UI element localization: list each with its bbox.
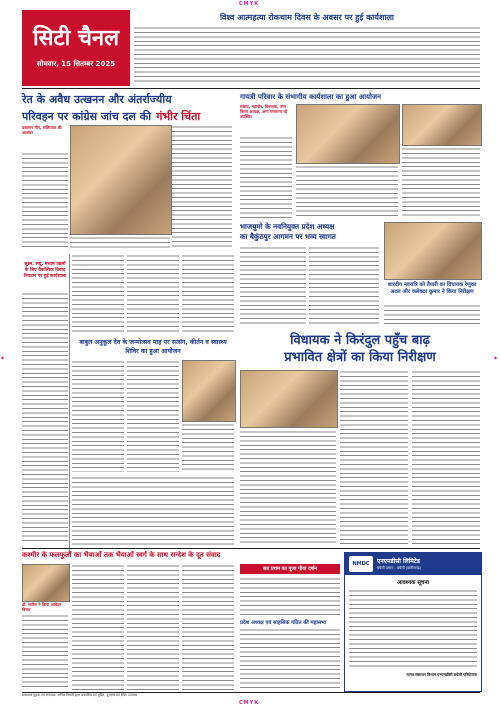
bhajpa-col1-body (240, 246, 306, 326)
mid-bottom-body2 (240, 628, 340, 690)
nmdc-logo: NMDC (349, 556, 373, 572)
vidhayak-headline (240, 332, 480, 366)
lead-cont-col2 (127, 254, 179, 334)
rule-top (22, 88, 480, 89)
masthead-title: सिटी चैनल (32, 26, 120, 51)
lead-col3-body (172, 125, 232, 250)
gayatri-headline: गायत्री परिवार के संभागीय कार्यशाला का हुआ आयोजन (240, 93, 381, 101)
babul-headline: बाबुल अनुकूल देव के जन्मोत्सव माह पर सत्संग, कीर्तन व स्वास्थ्य शिविर का हुआ आयोजन (79, 339, 227, 355)
lead-cont-col1 (72, 254, 124, 334)
babul-col1-body (72, 360, 124, 472)
gayatri-col2-body (296, 165, 398, 218)
lead-story-headline (22, 92, 234, 124)
lead-headline-line2: परिवहन पर कांग्रेस जांच दल की (22, 110, 152, 123)
lead-headline-emph: गंभीर चिंता (156, 110, 201, 123)
kashmir-col3-body (182, 564, 234, 690)
masthead-date: सोमवार, 15 सितम्बर 2025 (36, 60, 116, 68)
rule-bottom-section (22, 548, 480, 549)
gayatri-photo-2 (402, 104, 482, 146)
mid-bottom-subhead: प्रदेश अध्यक्ष एवं साहसिक गठित की महासभा (240, 620, 327, 626)
gayatri-col3-body (402, 147, 480, 218)
nmdc-ad-title: एनएमडीसी लिमिटेड (377, 557, 421, 565)
cmyk-mark-bottom: CMYK (239, 700, 260, 706)
babul-col3-body (182, 423, 234, 472)
mid-bottom-body1 (240, 577, 340, 615)
nmdc-ad (344, 552, 482, 692)
nmdc-ad-footer: मानव संसाधन विभाग एनएमडीसी बचेली परियोजना (406, 672, 477, 677)
shardiya-body (384, 304, 480, 326)
bhajpa-headline (240, 222, 380, 242)
lead-photo (70, 125, 172, 235)
left-bottom-subhead: डॉ. सतीश ने किया आवेदन विचार (22, 602, 62, 612)
gayatri-col1-body (240, 136, 292, 218)
lead-col2-body (70, 236, 170, 250)
left-col-headline: सूक्ष्म, लघु, मध्यम उद्यमों के लिए वैकल्पिक विवाद निपटान पर हुई कार्यशाला (23, 262, 67, 279)
left-bottom-body (22, 614, 68, 690)
vidhayak-headline-line1: विधायक ने किरंदुल पहुँच बाढ़ (290, 333, 430, 348)
masthead-block (22, 10, 130, 86)
vidhayak-headline-line2: प्रभावित क्षेत्रों का किया निरीक्षण (284, 350, 436, 365)
lead-headline-line1: रेत के अवैध उत्खनन और अंतर्राज्यीय (22, 93, 172, 106)
bhajpa-photo (384, 222, 482, 280)
footer-imprint: प्रकाशक मुद्रक एवं संपादक: अनिल तिवारी द्वारा प्रकाशित एवं मुद्रित, दूरभाष एवं ईमेल उपलब्ध (22, 693, 138, 697)
vidhayak-col3-body (412, 370, 480, 546)
vidhayak-col1-body (240, 430, 336, 546)
registration-mark-left: ◆ (1, 355, 5, 360)
babul-bottom-body (72, 476, 234, 546)
lead-cont-col3 (182, 254, 234, 334)
nmdc-ad-body (349, 589, 477, 669)
kashmir-col1-body (72, 564, 124, 690)
left-bottom-photo (22, 564, 70, 602)
bhajpa-headline-line2: का बैकुंठपुर आगमन पर भव्य स्वागत (240, 232, 336, 241)
nmdc-ad-heading: आवश्यक सूचना (396, 580, 430, 586)
vidhayak-col2-body (340, 370, 408, 546)
babul-photo (182, 360, 236, 422)
bhajpa-headline-line1: भाजयुमो के नवनियुक्त प्रदेश अध्यक्ष (240, 222, 335, 231)
nmdc-ad-header (345, 553, 481, 575)
nmdc-ad-sub: बचेली प्रभाग - बचेली (छत्तीसगढ़) (377, 565, 422, 570)
vrule-left (69, 254, 70, 554)
bhajpa-col2-body (309, 246, 379, 326)
top-story-body (134, 26, 480, 84)
lead-col1-body (22, 152, 68, 250)
babul-col2-body (127, 360, 179, 472)
gayatri-subhead: सांसद, महापौर, विधायक, नगर निगम अध्यक्ष, अन्य गणमान्य रहे उपस्थित (240, 104, 288, 119)
gayatri-photo (296, 104, 400, 164)
vidhayak-photo (240, 370, 338, 428)
kashmir-col2-body (127, 564, 179, 690)
left-col-body (22, 292, 68, 544)
mid-bottom-ribbon: सत प्रथम का पूजा पीया दर्शन (240, 564, 340, 574)
cmyk-mark-top: CMYK (239, 1, 260, 7)
shardiya-headline: शारदीय नवरात्रि को तैयारी का विधायक रेणुका अटल और कलेक्टर कुमार ने किया निरीक्षण (387, 282, 477, 295)
top-story-headline: विश्व आत्महत्या रोकथाम दिवस के अवसर पर हुई कार्यशाला (219, 13, 394, 22)
lead-intro: प्रशासन मौन, संलिप्तता की आशंका (22, 125, 62, 135)
registration-mark-right: ◆ (494, 355, 498, 360)
kashmir-headline: कश्मीर के फलफूलों का भैयाओं तक भैयाओं स्वर्ग के साथ सन्देश के दूत संवाद (22, 551, 221, 559)
